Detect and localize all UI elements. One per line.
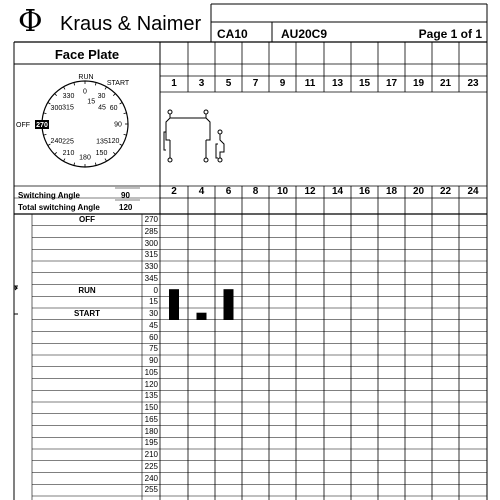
contact-number: 15 (358, 78, 371, 89)
dial-number: 120 (107, 138, 120, 145)
position-angle: 150 (144, 403, 158, 412)
contact-closed-bar (197, 313, 207, 320)
position-angle: 30 (149, 309, 158, 318)
contact-closed-bar (169, 289, 179, 320)
position-angle: 60 (149, 332, 158, 342)
position-angle: 45 (149, 320, 158, 330)
contact-number: 13 (331, 78, 344, 89)
position-angle: 135 (144, 391, 158, 401)
dial-number: 30 (97, 92, 106, 100)
dial-number: 0 (83, 88, 87, 96)
face-plate-title: Face Plate (54, 47, 120, 62)
contact-number: 17 (385, 78, 398, 89)
contact-number: 1 (171, 78, 177, 89)
contact-number: 4 (198, 186, 205, 197)
contact-number: 3 (198, 78, 205, 89)
position-angle: 345 (144, 273, 158, 283)
total-switching-angle-label: Total switching Angle (18, 203, 100, 212)
position-angle: 165 (144, 414, 158, 424)
contact-number: 20 (412, 186, 425, 197)
position-angle: 255 (144, 485, 158, 495)
dial-number: 60 (109, 105, 118, 112)
contact-closed-bar (224, 289, 234, 320)
contact-number: 6 (225, 186, 232, 197)
contact-number: 11 (304, 78, 316, 89)
total-switching-angle-value: 120 (119, 203, 133, 212)
contact-number: 24 (467, 186, 479, 197)
dial-label-run: RUN (78, 74, 94, 81)
model-number: CA10 (217, 27, 248, 41)
dial-number: 135 (96, 138, 108, 146)
contact-number: 9 (279, 78, 286, 89)
program-code: AU20C9 (281, 27, 328, 41)
position-angle: 270 (144, 215, 158, 224)
position-angle: 15 (149, 297, 158, 307)
contact-number: 19 (412, 78, 425, 89)
dial-number: 210 (62, 150, 75, 158)
position-angle: 210 (144, 450, 158, 459)
contact-number: 18 (385, 186, 398, 197)
contact-number: 8 (252, 186, 259, 197)
dial-highlight-number: 270 (36, 122, 48, 129)
position-angle: 330 (144, 262, 158, 271)
dial-number: 180 (79, 154, 91, 162)
position-angle: 300 (144, 238, 158, 248)
position-angle: 315 (144, 250, 158, 260)
position-name: START (73, 309, 101, 318)
position-angle: 0 (153, 285, 158, 295)
position-angle: 90 (149, 356, 158, 365)
switching-angle-value: 90 (121, 191, 130, 200)
contact-number: 22 (439, 186, 452, 197)
contact-number: 10 (276, 186, 289, 197)
dial-label-off: OFF (16, 122, 30, 129)
contact-number: 12 (304, 186, 316, 197)
position-name: RUN (78, 285, 96, 295)
position-angle: 120 (144, 379, 158, 389)
contact-number: 21 (439, 78, 452, 89)
position-angle: 285 (144, 226, 158, 236)
contact-number: 2 (171, 186, 177, 197)
contact-number: 5 (225, 78, 232, 89)
dial-number: 225 (62, 138, 74, 146)
dial-number: 300 (50, 105, 63, 112)
position-angle: 75 (149, 344, 158, 354)
dial-number: 45 (98, 104, 106, 112)
dial-label-start: START (106, 80, 130, 87)
position-angle: 105 (144, 367, 158, 377)
dial-number: 90 (114, 121, 122, 129)
position-name: OFF (79, 215, 95, 224)
logo-symbol: Φ (18, 4, 43, 39)
dial-number: 240 (50, 138, 63, 145)
dial-number: 330 (62, 92, 75, 100)
page-indicator: Page 1 of 1 (418, 27, 482, 41)
company-name: Kraus & Naimer (60, 13, 202, 35)
contact-number: 14 (331, 186, 344, 197)
position-angle: 195 (144, 438, 158, 448)
position-angle: 240 (144, 473, 158, 483)
contact-number: 23 (467, 78, 479, 89)
dial-number: 315 (62, 104, 74, 112)
contact-number: 16 (358, 186, 371, 197)
position-angle: 225 (144, 461, 158, 471)
dial-number: 15 (87, 98, 96, 106)
position-angle: 180 (144, 426, 158, 436)
dial-number: 150 (95, 150, 108, 158)
switching-angle-label: Switching Angle (18, 191, 80, 200)
contact-number: 7 (252, 78, 259, 89)
